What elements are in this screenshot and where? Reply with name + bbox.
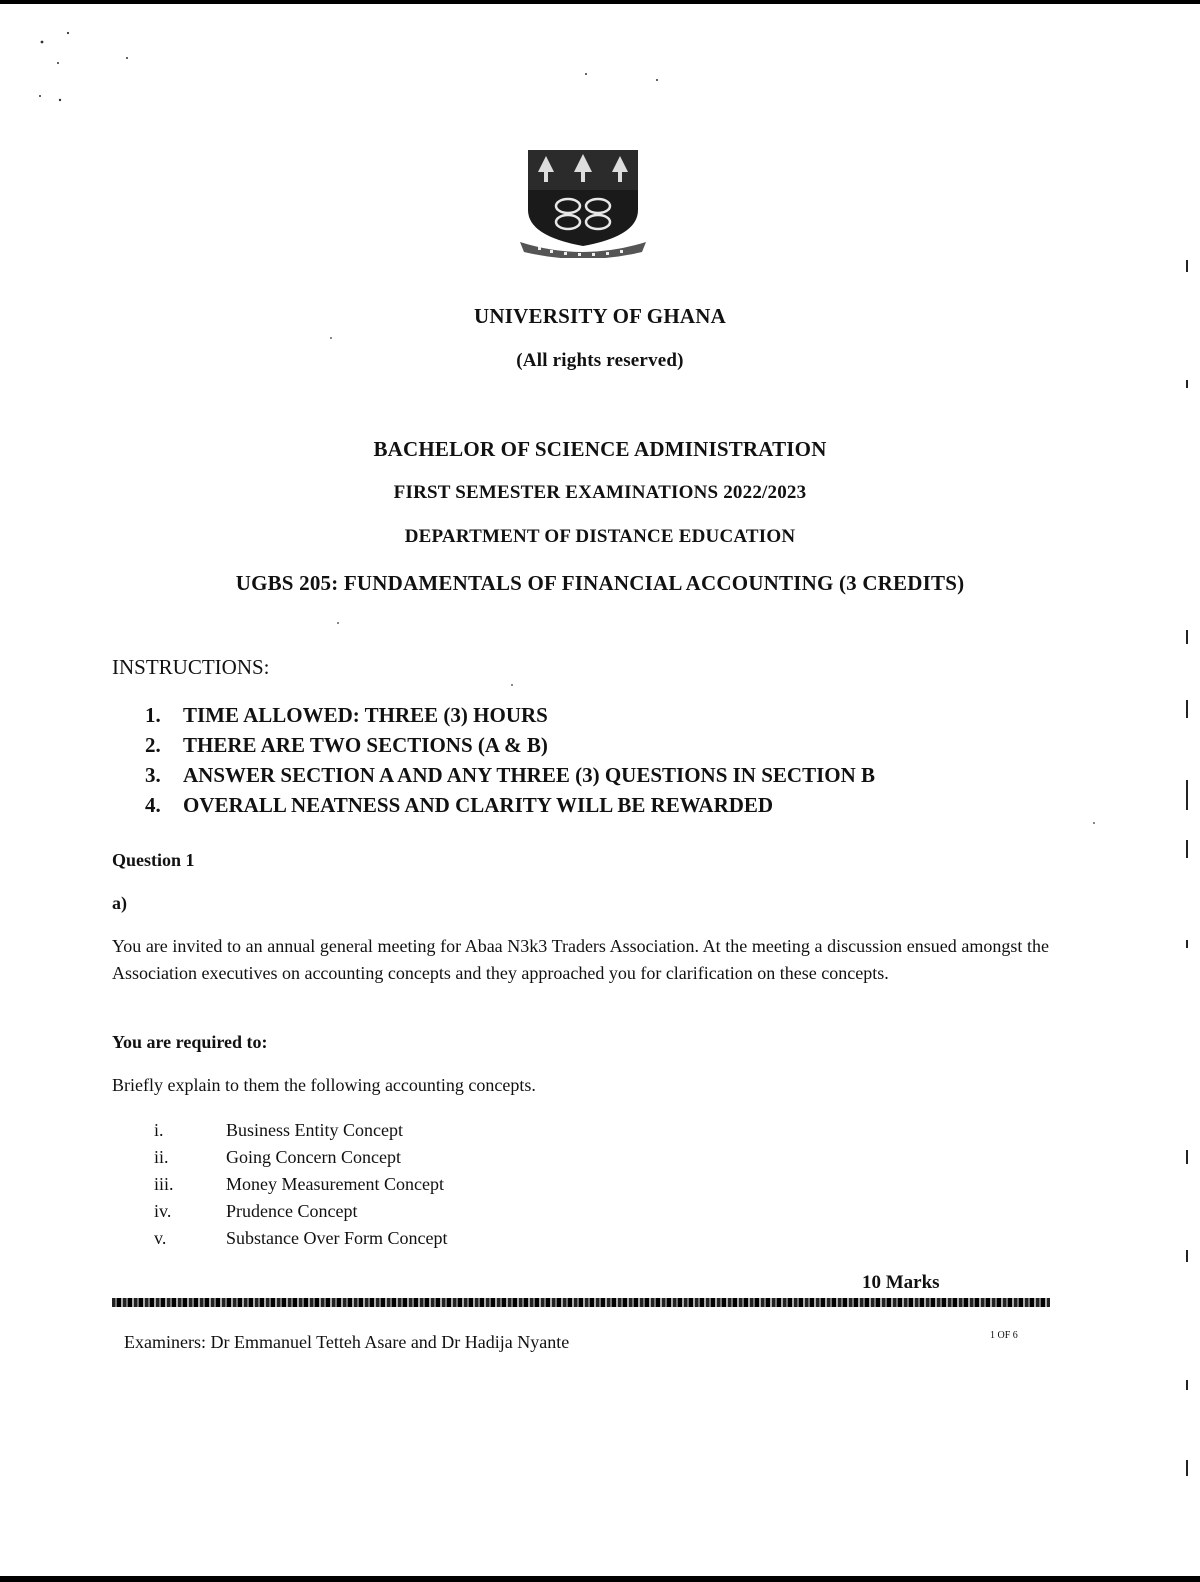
concept-text: Prudence Concept: [226, 1201, 358, 1221]
question-part: a): [112, 893, 127, 913]
concept-item: [154, 1144, 447, 1171]
required-heading: You are required to:: [112, 1032, 268, 1052]
rights-reserved: (All rights reserved): [516, 350, 684, 371]
programme-title: BACHELOR OF SCIENCE ADMINISTRATION: [373, 437, 827, 461]
examiners-line: Examiners: Dr Emmanuel Tetteh Asare and Dr Hadija Nyante: [124, 1332, 570, 1352]
course-title: UGBS 205: FUNDAMENTALS OF FINANCIAL ACCOUNTING (3 CREDITS): [235, 571, 965, 595]
university-crest-logo: [518, 146, 648, 258]
concepts-list: [154, 1117, 447, 1252]
department-title: DEPARTMENT OF DISTANCE EDUCATION: [404, 526, 796, 547]
concept-text: Money Measurement Concept: [226, 1174, 444, 1194]
concept-text: Going Concern Concept: [226, 1147, 401, 1167]
scan-edge-top: [0, 0, 1200, 4]
instructions-list: [145, 700, 875, 820]
instruction-text: THERE ARE TWO SECTIONS (A & B): [183, 733, 548, 757]
instruction-item: [145, 790, 875, 820]
instruction-number: 1.: [145, 703, 161, 727]
instructions-heading: INSTRUCTIONS:: [112, 655, 270, 679]
concept-numeral: ii.: [154, 1147, 169, 1167]
concept-numeral: iii.: [154, 1174, 174, 1194]
page-number: 1 OF 6: [990, 1330, 1018, 1341]
marks-label: 10 Marks: [862, 1272, 940, 1293]
instruction-number: 4.: [145, 793, 161, 817]
instruction-text: TIME ALLOWED: THREE (3) HOURS: [183, 703, 548, 727]
concept-item: [154, 1198, 447, 1225]
concept-numeral: iv.: [154, 1201, 172, 1221]
instruction-text: OVERALL NEATNESS AND CLARITY WILL BE REWARDED: [183, 793, 774, 817]
concept-item: [154, 1117, 447, 1144]
question-paragraph: You are invited to an annual general meeting for Abaa N3k3 Traders Association. At the meeting a discussion ensued amongst the Association executives on accounting concepts and they approached you for clarification on these concepts.: [112, 936, 1049, 983]
concept-text: Business Entity Concept: [226, 1120, 403, 1140]
scan-edge-bottom: [0, 1576, 1200, 1582]
brief-instruction: Briefly explain to them the following accounting concepts.: [112, 1075, 536, 1095]
question-title: Question 1: [112, 850, 195, 870]
concept-item: [154, 1225, 447, 1252]
instruction-number: 3.: [145, 763, 161, 787]
concept-numeral: i.: [154, 1120, 164, 1140]
instruction-item: [145, 760, 875, 790]
concept-item: [154, 1171, 447, 1198]
footer-divider: [112, 1298, 1050, 1307]
concept-numeral: v.: [154, 1228, 167, 1248]
instruction-number: 2.: [145, 733, 161, 757]
instruction-item: [145, 730, 875, 760]
exam-title: FIRST SEMESTER EXAMINATIONS 2022/2023: [393, 482, 807, 503]
instruction-item: [145, 700, 875, 730]
university-name: UNIVERSITY OF GHANA: [474, 304, 726, 328]
instruction-text: ANSWER SECTION A AND ANY THREE (3) QUESTIONS IN SECTION B: [183, 763, 876, 787]
concept-text: Substance Over Form Concept: [226, 1228, 448, 1248]
